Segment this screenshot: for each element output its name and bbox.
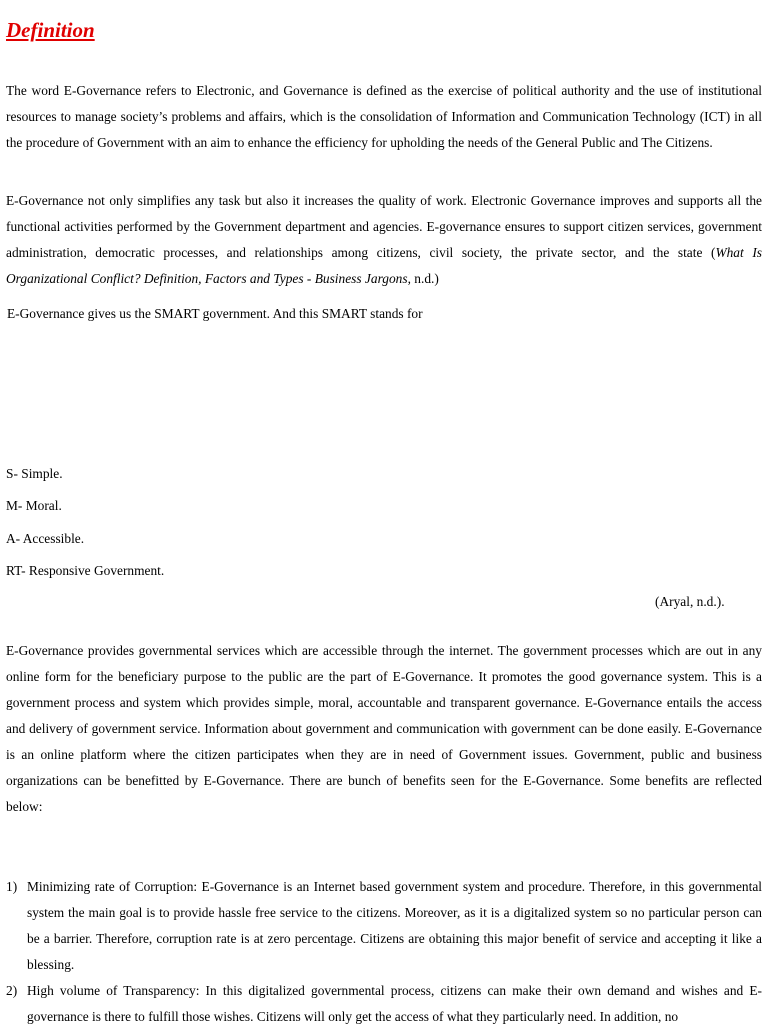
smart-item-s: S- Simple. <box>6 466 63 481</box>
citation-title: What Is Organizational Conflict? Definition, Factors and Types - Business Jargons <box>6 245 762 286</box>
benefit-text: High volume of Transparency: In this digitalized governmental process, citizens can make their own demand and wishes and E-governance is there to fulfill those wishes. Citizens will only get the access of what they particularly need. In addition, no <box>27 983 762 1024</box>
citation-tail: , n.d.) <box>407 271 439 286</box>
paragraph-benefits-intro: E-Governance provides governmental services which are accessible through the internet. The government processes which are out in any online form for the beneficiary purpose to the public are the part of E-Governance. It promotes the good governance system. This is a government process and system which provides simple, moral, accountable and transparent governance. E-Governance entails the access and delivery of government service. Information about government and communication with government can be done easily. E-Governance is an online platform where the citizen participates when they are in need of Government issues. Government, public and business organizations can be benefitted by E-Governance. There are bunch of benefits seen for the E-Governance. Some benefits are reflected below: <box>6 643 762 814</box>
list-marker: 1) <box>6 879 18 894</box>
paragraph-e-governance-overview <box>6 188 762 292</box>
benefits-list <box>6 874 762 1030</box>
smart-intro: E-Governance gives us the SMART government. And this SMART stands for <box>7 306 423 321</box>
benefit-text: Minimizing rate of Corruption: E-Governance is an Internet based government system and procedure. Therefore, in this governmental system the main goal is to provide hassle free service to the citizens. Moreover, as it is a digitalized system so no particular person can be a barrier. Therefore, corruption rate is at zero percentage. Citizens are obtaining this major benefit of service and accepting it like a blessing. <box>27 879 762 972</box>
smart-citation: (Aryal, n.d.). <box>655 594 725 609</box>
paragraph-definition: The word E-Governance refers to Electronic, and Governance is defined as the exercise of political authority and the use of institutional resources to manage society’s problems and affairs, which is the consolidation of Information and Communication Technology (ICT) in all the procedure of Government with an aim to enhance the efficiency for upholding the needs of the General Public and The Citizens. <box>6 83 762 150</box>
smart-item-m: M- Moral. <box>6 498 62 513</box>
list-item <box>6 874 762 978</box>
section-heading: Definition <box>6 18 95 42</box>
list-marker: 2) <box>6 983 18 998</box>
smart-item-rt: RT- Responsive Government. <box>6 563 165 578</box>
smart-item-a: A- Accessible. <box>6 531 85 546</box>
paragraph-body: E-Governance not only simplifies any task but also it increases the quality of work. Electronic Governance improves and supports all the functional activities performed by the Government department and agencies. E-governance ensures to support citizen services, government administration, democratic processes, and relationships among citizens, civil society, the private sector, and the state ( <box>6 193 762 260</box>
list-item <box>6 978 762 1030</box>
